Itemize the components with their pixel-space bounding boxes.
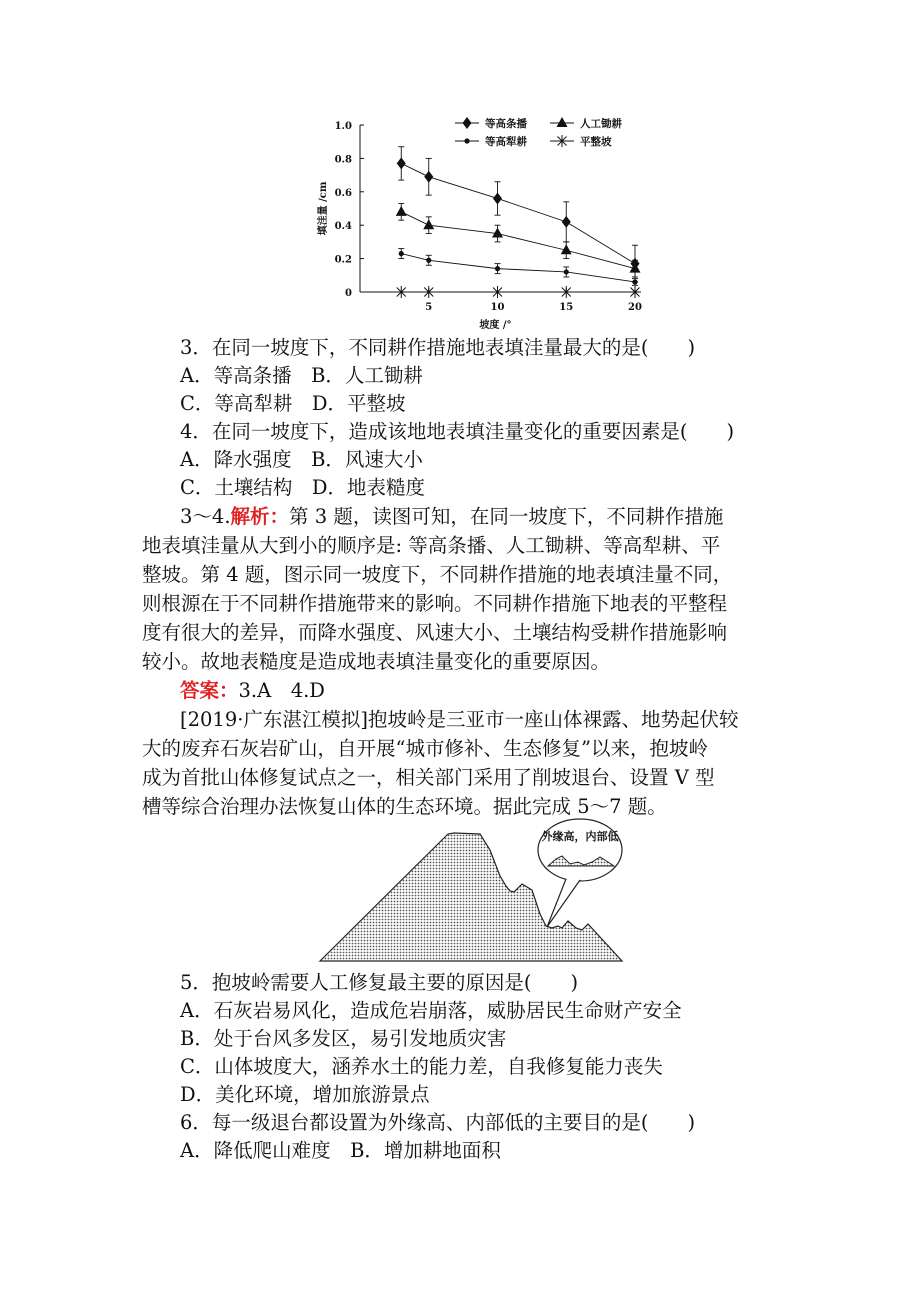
soil-depression-chart	[300, 108, 660, 336]
callout-pointer	[547, 879, 580, 927]
data-point-1	[492, 228, 503, 238]
analysis-text-1: 第 3 题，读图可知，在同一坡度下，不同耕作措施	[289, 505, 724, 528]
mountain-diagram	[318, 816, 624, 964]
q4-options-ab: A．降水强度 B．风速大小	[180, 448, 423, 471]
passage-line-3: 成为首批山体修复试点之一，相关部门采用了削坡退台、设置 V 型	[142, 766, 715, 789]
q5-option-a: A．石灰岩易风化，造成危岩崩落，威胁居民生命财产安全	[180, 999, 682, 1022]
data-point-3	[560, 286, 572, 298]
y-tick-label: 0.8	[334, 154, 352, 166]
y-tick-label: 1.0	[334, 121, 352, 132]
data-point-1	[396, 206, 407, 216]
q5-stem: 5．抱坡岭需要人工修复最主要的原因是( )	[180, 971, 579, 994]
data-point-2	[632, 279, 637, 284]
data-point-3	[423, 286, 435, 298]
data-point-0	[562, 216, 571, 228]
q4-stem: 4．在同一坡度下，造成该地地表填洼量变化的重要因素是( )	[180, 420, 735, 443]
chart-svg	[300, 108, 660, 336]
passage-line-2: 大的废弃石灰岩矿山，自开展“城市修补、生态修复”以来，抱坡岭	[142, 737, 708, 760]
analysis-prefix: 3～4.	[180, 505, 231, 528]
q4-options-cd: C．土壤结构 D．地表糙度	[180, 476, 426, 499]
x-axis-label: 坡度 /°	[479, 320, 512, 331]
x-tick-label: 15	[559, 302, 574, 313]
mountain-svg	[318, 816, 624, 964]
x-tick-label: 10	[490, 302, 505, 313]
data-point-3	[395, 286, 407, 298]
passage-line-4: 槽等综合治理办法恢复山体的生态环境。据此完成 5～7 题。	[142, 795, 667, 818]
callout-label: 外缘高，内部低	[541, 830, 619, 843]
q3-options-ab: A．等高条播 B．人工锄耕	[180, 364, 423, 387]
analysis-line-2: 地表填洼量从大到小的顺序是: 等高条播、人工锄耕、等高犁耕、平	[142, 534, 721, 557]
passage-line-1: [2019·广东湛江模拟]抱坡岭是三亚市一座山体裸露、地势起伏较	[180, 708, 739, 731]
answer-label: 答案：	[180, 679, 239, 702]
x-tick-label: 20	[628, 302, 642, 313]
y-tick-label: 0.6	[334, 187, 352, 199]
q6-stem: 6．每一级退台都设置为外缘高、内部低的主要目的是( )	[180, 1111, 696, 1134]
analysis-line-4: 则根源在于不同耕作措施带来的影响。不同耕作措施下地表的平整程	[142, 592, 728, 615]
legend-marker	[464, 138, 469, 143]
x-tick-label: 5	[425, 302, 433, 313]
data-point-2	[426, 258, 431, 263]
legend-marker	[557, 117, 568, 127]
data-point-3	[629, 286, 641, 298]
q5-option-d: D．美化环境，增加旅游景点	[180, 1083, 430, 1106]
q6-options-ab: A．降低爬山难度 B．增加耕地面积	[180, 1139, 501, 1162]
y-tick-label: 0	[345, 288, 352, 299]
legend-marker	[463, 117, 472, 129]
data-point-0	[424, 171, 433, 183]
data-point-2	[399, 251, 404, 256]
analysis-line-1	[180, 503, 723, 531]
analysis-line-3: 整坡。第 4 题，图示同一坡度下，不同耕作措施的地表填洼量不同，	[142, 563, 733, 586]
legend-label: 人工锄耕	[580, 118, 622, 130]
series-line-0	[401, 163, 635, 263]
q3-options-cd: C．等高犁耕 D．平整坡	[180, 392, 406, 415]
callout-bubble	[538, 819, 622, 881]
analysis-line-5: 度有很大的差异，而降水强度、风速大小、土壤结构受耕作措施影响	[142, 621, 728, 644]
answer-line	[180, 677, 325, 705]
q3-stem: 3．在同一坡度下，不同耕作措施地表填洼量最大的是( )	[180, 336, 696, 359]
y-tick-label: 0.2	[334, 254, 352, 266]
y-axis-label: 填洼量 /cm	[318, 181, 329, 236]
analysis-line-6: 较小。故地表糙度是造成地表填洼量变化的重要原因。	[142, 650, 611, 673]
data-point-1	[423, 219, 434, 229]
legend-marker	[556, 135, 568, 147]
legend-label: 等高犁耕	[485, 136, 527, 148]
data-point-2	[564, 269, 569, 274]
q5-option-c: C．山体坡度大，涵养水土的能力差，自我修复能力丧失	[180, 1055, 663, 1078]
data-point-2	[495, 266, 500, 271]
legend-label: 等高条播	[485, 118, 527, 130]
data-point-3	[492, 286, 504, 298]
series-line-1	[401, 212, 635, 269]
data-point-0	[493, 192, 502, 204]
y-tick-label: 0.4	[334, 221, 352, 233]
legend-label: 平整坡	[580, 136, 612, 148]
series-line-2	[401, 254, 635, 282]
analysis-label: 解析：	[230, 505, 290, 528]
q5-option-b: B．处于台风多发区，易引发地质灾害	[180, 1027, 507, 1050]
answer-text: 3.A 4.D	[238, 679, 325, 702]
data-point-0	[397, 157, 406, 169]
